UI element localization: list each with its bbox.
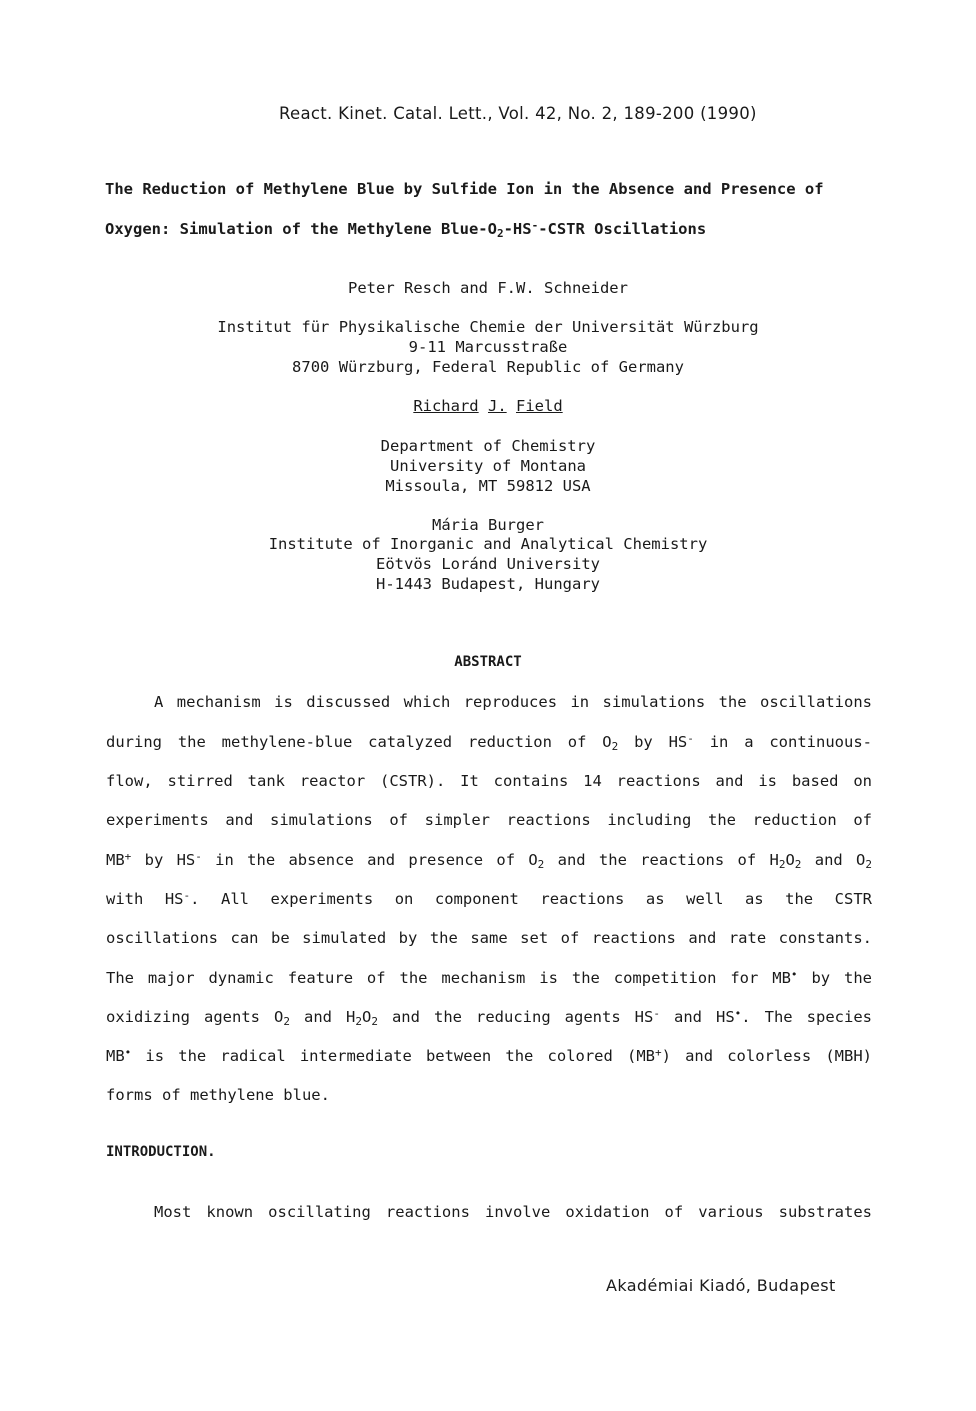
abstract-line: MB+ by HS- in the absence and presence of $O_2$ and the reactions of $H_2O_2$ and $O_2$ <box>106 850 872 871</box>
publisher-footer: Akadémiai Kiadó, Budapest <box>606 1276 836 1295</box>
citation: React. Kinet. Catal. Lett., Vol. 42, No. 2, 189-200 (1990) <box>279 104 757 123</box>
author-name: Mária Burger <box>432 516 544 534</box>
abstract-line: oscillations can be simulated by the same set of reactions and rate constants. <box>106 929 872 947</box>
abstract-line: oxidizing agents $O_2$ and $H_2O_2$ and the reducing agents HS- and HS•. The species <box>106 1007 872 1028</box>
affiliation-line: Eötvös Loránd University <box>376 555 600 573</box>
abstract-line: with HS-. All experiments on component reactions as well as the CSTR <box>106 889 872 908</box>
introduction-heading: INTRODUCTION. <box>106 1144 216 1160</box>
affiliation-line: Department of Chemistry <box>380 437 596 455</box>
affiliation-line: H-1443 Budapest, Hungary <box>376 575 600 593</box>
author-names: Peter Resch and F.W. Schneider <box>348 279 628 297</box>
abstract-line: The major dynamic feature of the mechanism is the competition for MB• by the <box>106 968 873 987</box>
abstract-line: forms of methylene blue. <box>106 1086 330 1104</box>
affiliation-line: Institute of Inorganic and Analytical Chemistry <box>268 535 708 553</box>
paper-title-line-2: Oxygen: Simulation of the Methylene Blue-$O_2-HS^-$-CSTR Oscillations <box>105 219 707 240</box>
abstract-line: flow, stirred tank reactor (CSTR). It contains 14 reactions and is based on <box>106 772 872 790</box>
introduction-line: Most known oscillating reactions involve oxidation of various substrates <box>154 1203 872 1221</box>
affiliation-line: Missoula, MT 59812 USA <box>385 477 591 495</box>
abstract-line: A mechanism is discussed which reproduces in simulations the oscillations <box>154 693 872 711</box>
author-name: Richard J. Field <box>413 397 563 415</box>
abstract-heading: ABSTRACT <box>454 654 522 670</box>
affiliation-line: University of Montana <box>390 457 586 475</box>
abstract-line: experiments and simulations of simpler reactions including the reduction of <box>106 811 872 829</box>
abstract-line: during the methylene-blue catalyzed reduction of $O_2$ by HS- in a continuous- <box>106 732 873 753</box>
abstract-line: MB• is the radical intermediate between the colored (MB+) and colorless (MBH) <box>106 1046 872 1065</box>
paper-title-line-1: The Reduction of Methylene Blue by Sulfide Ion in the Absence and Presence of <box>105 180 824 198</box>
affiliation-line: 8700 Würzburg, Federal Republic of Germany <box>292 358 684 376</box>
affiliation-line: Institut für Physikalische Chemie der Universität Würzburg <box>217 318 759 336</box>
affiliation-line: 9-11 Marcusstraße <box>408 338 568 356</box>
